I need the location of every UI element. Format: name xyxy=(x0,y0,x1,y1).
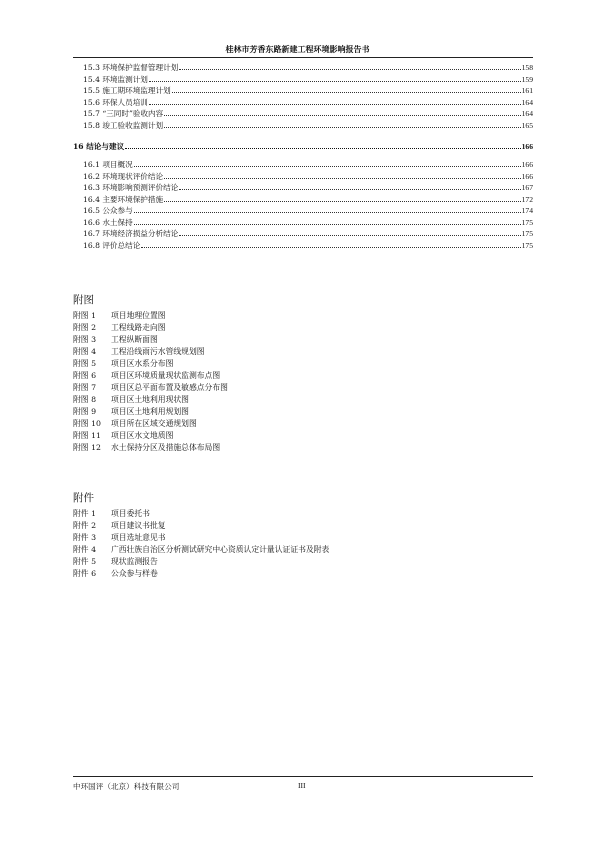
toc-entry[interactable] xyxy=(73,205,533,217)
toc-leader xyxy=(164,127,521,128)
figure-item-number: 附图 7 xyxy=(73,383,97,392)
toc-entry[interactable] xyxy=(73,159,533,171)
toc-leader xyxy=(134,166,521,167)
figure-item-number: 附图 1 xyxy=(73,311,97,320)
figure-item xyxy=(73,430,533,442)
figure-item-number: 附图 12 xyxy=(73,443,101,452)
toc-entry-title: 15.7 “三同时”验收内容 xyxy=(83,109,164,118)
figure-item-label: 项目区水文地质图 xyxy=(111,431,174,440)
toc-entry[interactable] xyxy=(73,217,533,229)
toc-leader xyxy=(134,212,521,213)
toc-entry-page: 164 xyxy=(521,97,533,107)
figure-item-label: 项目所在区域交通规划图 xyxy=(111,419,197,428)
figure-item-label: 项目区总平面布置及敏感点分布图 xyxy=(111,383,228,392)
toc-entry-title: 16.3 环境影响预测评价结论 xyxy=(83,183,179,192)
toc-entry-page: 175 xyxy=(521,240,533,250)
figure-item xyxy=(73,370,533,382)
toc-leader xyxy=(172,92,521,93)
toc-leader xyxy=(164,115,520,116)
table-of-contents xyxy=(73,62,533,251)
toc-leader xyxy=(164,178,521,179)
toc-entry-title: 15.6 环保人员培训 xyxy=(83,97,148,107)
figure-item-number: 附图 6 xyxy=(73,371,97,380)
attachment-item xyxy=(73,520,533,532)
figure-item-number: 附图 9 xyxy=(73,407,97,416)
toc-entry-title: 15.5 施工期环境监理计划 xyxy=(83,86,171,95)
figure-item-number: 附图 10 xyxy=(73,419,101,428)
toc-leader xyxy=(179,69,520,70)
figure-item-label: 水土保持分区及措施总体布局图 xyxy=(111,443,221,452)
figure-item xyxy=(73,310,533,322)
toc-entry-title: 15.3 环境保护监督管理计划 xyxy=(83,63,179,72)
toc-entry-page: 172 xyxy=(521,194,533,204)
toc-entry[interactable] xyxy=(73,182,533,194)
attachment-item xyxy=(73,508,533,520)
toc-leader xyxy=(164,201,521,202)
toc-entry-title: 16.7 环境经济损益分析结论 xyxy=(83,229,179,238)
toc-entry-title: 16.2 环境现状评价结论 xyxy=(83,171,164,181)
figure-item-label: 项目区土地利用现状图 xyxy=(111,395,189,404)
toc-entry[interactable] xyxy=(73,194,533,206)
toc-leader xyxy=(149,104,521,105)
toc-entry-page: 159 xyxy=(521,74,533,84)
toc-leader xyxy=(134,224,521,225)
toc-entry[interactable] xyxy=(73,97,533,109)
toc-entry-page: 158 xyxy=(521,63,533,72)
figure-item-number: 附图 3 xyxy=(73,335,97,344)
attachment-item-number: 附件 1 xyxy=(73,509,97,518)
figure-item xyxy=(73,322,533,334)
footer-company: 中环国评（北京）科技有限公司 xyxy=(73,782,180,791)
toc-entry-title: 16.6 水土保持 xyxy=(83,217,133,227)
attachment-item xyxy=(73,532,533,544)
toc-entry[interactable] xyxy=(73,85,533,97)
toc-entry-page: 166 xyxy=(521,171,533,181)
toc-entry-page: 175 xyxy=(521,217,533,227)
toc-entry[interactable] xyxy=(73,171,533,183)
figure-item-number: 附图 5 xyxy=(73,359,97,368)
figure-item-label: 项目区水系分布图 xyxy=(111,359,174,368)
toc-entry-page: 165 xyxy=(521,120,533,130)
toc-entry-page: 175 xyxy=(521,229,533,238)
attachment-item-number: 附件 6 xyxy=(73,569,97,578)
attachment-item-number: 附件 4 xyxy=(73,545,97,554)
attachment-item-label: 项目委托书 xyxy=(111,509,150,518)
toc-entry-title: 16 结论与建议 xyxy=(73,142,125,151)
figure-item-label: 项目区土地利用规划图 xyxy=(111,407,189,416)
attachments-section xyxy=(73,490,533,580)
toc-entry-page: 166 xyxy=(521,142,533,151)
toc-entry-title: 16.4 主要环境保护措施 xyxy=(83,194,164,204)
figure-item xyxy=(73,406,533,418)
attachment-item xyxy=(73,556,533,568)
toc-entry-title: 15.8 竣工验收监测计划 xyxy=(83,120,164,130)
figure-item xyxy=(73,334,533,346)
figure-item xyxy=(73,382,533,394)
figure-item xyxy=(73,442,533,454)
figure-item-number: 附图 8 xyxy=(73,395,97,404)
attachment-item-number: 附件 2 xyxy=(73,521,97,530)
toc-entry-page: 166 xyxy=(521,160,533,169)
toc-entry-title: 15.4 环境监测计划 xyxy=(83,74,148,84)
toc-leader xyxy=(141,247,520,248)
figure-item-label: 工程沿线雨污水管线规划图 xyxy=(111,347,205,356)
attachment-item xyxy=(73,568,533,580)
attachment-item-label: 项目选址意见书 xyxy=(111,533,166,542)
figure-item xyxy=(73,394,533,406)
toc-leader xyxy=(125,148,520,149)
page-number: III xyxy=(298,781,306,790)
toc-entry[interactable] xyxy=(73,120,533,132)
attachment-item-number: 附件 3 xyxy=(73,533,97,542)
toc-entry-page: 174 xyxy=(521,206,533,215)
toc-entry[interactable] xyxy=(73,62,533,74)
figure-item-number: 附图 2 xyxy=(73,323,97,332)
toc-entry-title: 16.5 公众参与 xyxy=(83,206,133,215)
toc-entry-page: 161 xyxy=(521,86,533,95)
toc-entry-page: 164 xyxy=(521,109,533,118)
toc-leader xyxy=(149,81,521,82)
attachment-item xyxy=(73,544,533,556)
figure-item-label: 工程纵断面图 xyxy=(111,335,158,344)
toc-entry[interactable] xyxy=(73,74,533,86)
figure-item-label: 工程线路走向图 xyxy=(111,323,166,332)
toc-leader xyxy=(179,235,520,236)
attachment-item-number: 附件 5 xyxy=(73,557,97,566)
figure-item xyxy=(73,346,533,358)
attachment-item-label: 公众参与样卷 xyxy=(111,569,158,578)
toc-entry[interactable] xyxy=(73,240,533,252)
page-header-title: 桂林市芳香东路新建工程环境影响报告书 xyxy=(225,45,370,54)
toc-entry-title: 16.1 项目概况 xyxy=(83,160,133,169)
figures-heading: 附图 xyxy=(73,294,94,306)
header-divider xyxy=(73,57,533,58)
attachment-item-label: 项目建议书批复 xyxy=(111,521,166,530)
attachment-item-label: 广西壮族自治区分析测试研究中心资质认定计量认证证书及附表 xyxy=(111,545,330,554)
attachments-list xyxy=(73,508,533,580)
toc-entry-page: 167 xyxy=(521,183,533,192)
toc-entry[interactable] xyxy=(73,140,533,154)
figure-item xyxy=(73,358,533,370)
attachments-heading: 附件 xyxy=(73,492,94,504)
figure-item xyxy=(73,418,533,430)
toc-entry[interactable] xyxy=(73,108,533,120)
figure-item-number: 附图 4 xyxy=(73,347,97,356)
footer-divider xyxy=(73,776,533,777)
attachment-item-label: 现状监测报告 xyxy=(111,557,158,566)
figure-item-label: 项目区环境质量现状监测布点图 xyxy=(111,371,221,380)
toc-entry[interactable] xyxy=(73,228,533,240)
figures-list xyxy=(73,310,533,454)
toc-leader xyxy=(179,189,520,190)
figure-item-number: 附图 11 xyxy=(73,431,101,440)
toc-entry-title: 16.8 评价总结论 xyxy=(83,240,141,250)
figure-item-label: 项目地理位置图 xyxy=(111,311,166,320)
figures-section xyxy=(73,292,533,454)
